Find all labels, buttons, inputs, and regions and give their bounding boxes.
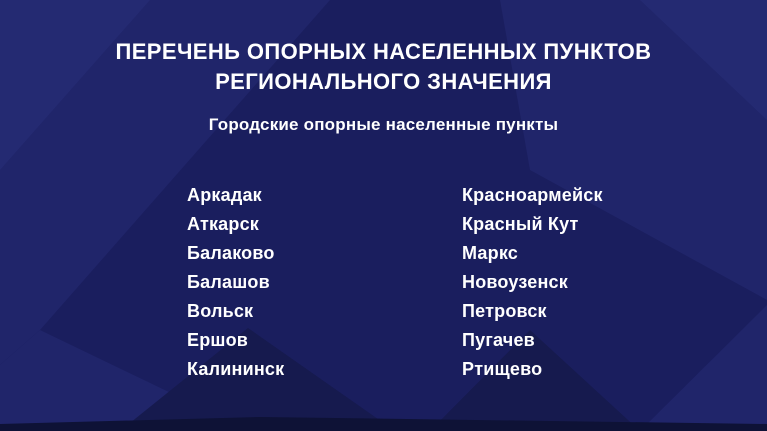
page-title-line2: РЕГИОНАЛЬНОГО ЗНАЧЕНИЯ bbox=[215, 69, 552, 94]
city-item: Пугачев bbox=[462, 330, 535, 350]
city-item: Красноармейск bbox=[462, 185, 603, 205]
city-item: Балашов bbox=[187, 272, 270, 292]
subtitle: Городские опорные населенные пункты bbox=[208, 115, 559, 134]
city-column-left bbox=[187, 181, 462, 384]
page-title bbox=[0, 37, 767, 97]
city-item: Аткарск bbox=[187, 214, 260, 234]
city-item: Новоузенск bbox=[462, 272, 568, 292]
city-item: Аркадак bbox=[187, 185, 262, 205]
city-column-right bbox=[462, 181, 737, 384]
page-title-line1: ПЕРЕЧЕНЬ ОПОРНЫХ НАСЕЛЕННЫХ ПУНКТОВ bbox=[115, 39, 652, 64]
city-item: Красный Кут bbox=[462, 214, 579, 234]
city-lists bbox=[187, 181, 737, 384]
city-item: Ртищево bbox=[462, 359, 543, 379]
city-item: Вольск bbox=[187, 301, 254, 321]
city-item: Петровск bbox=[462, 301, 547, 321]
city-item: Маркс bbox=[462, 243, 519, 263]
city-item: Калининск bbox=[187, 359, 285, 379]
city-item: Балаково bbox=[187, 243, 275, 263]
city-item: Ершов bbox=[187, 330, 249, 350]
